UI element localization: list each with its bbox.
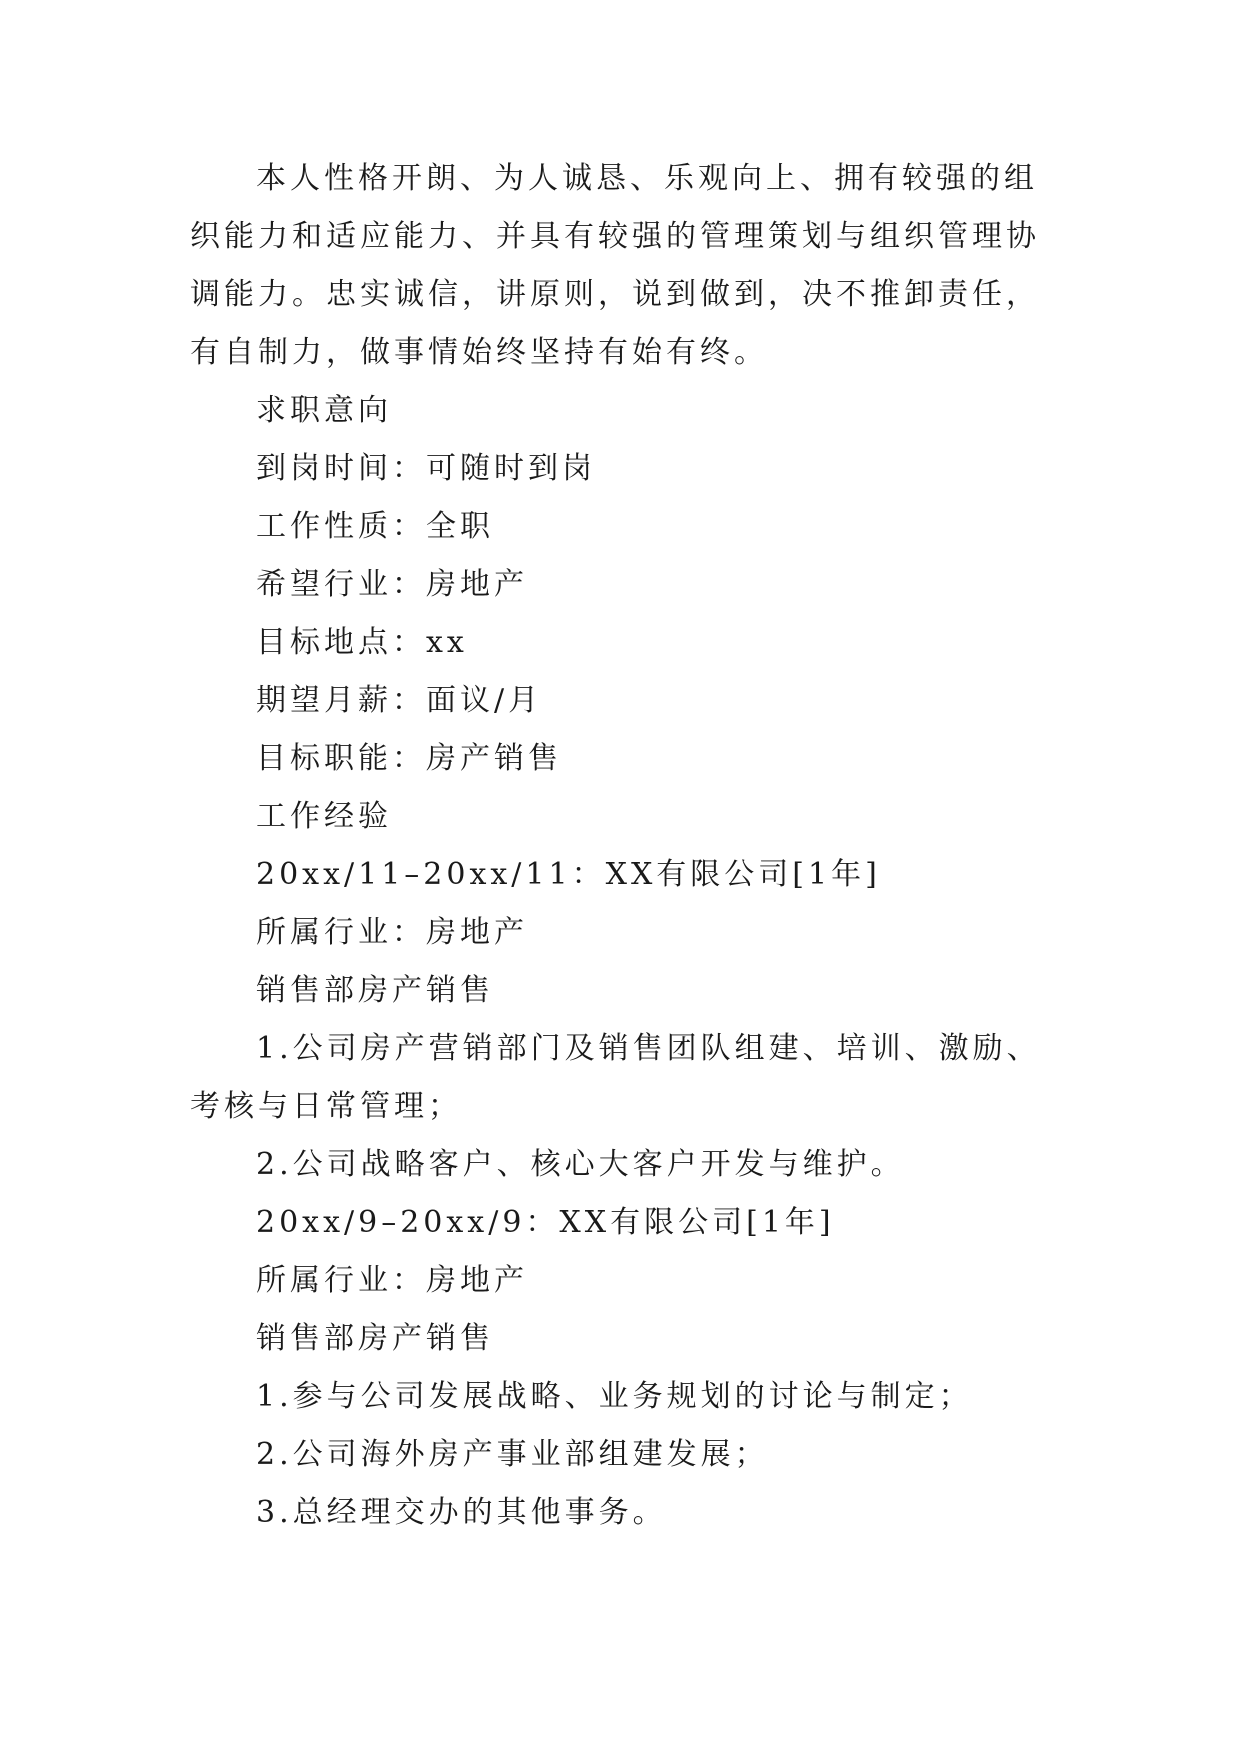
- job-2-period: 20xx/9–20xx/9：XX有限公司[1年]: [256, 1205, 835, 1240]
- job-2-duty-2: 2.公司海外房产事业部组建发展；: [256, 1437, 769, 1472]
- job-type-line: 工作性质：全职: [256, 509, 494, 544]
- job-1-duty-1: 1.公司房产营销部门及销售团队组建、培训、激励、考核与日常管理；: [190, 1031, 1041, 1124]
- job-2-duty-3: 3.总经理交办的其他事务。: [256, 1495, 667, 1530]
- target-location-line: 目标地点：xx: [256, 625, 468, 660]
- job-1-duty-2: 2.公司战略客户、核心大客户开发与维护。: [256, 1147, 905, 1182]
- job-2-duty-1: 1.参与公司发展战略、业务规划的讨论与制定；: [256, 1379, 973, 1414]
- job-1-period: 20xx/11–20xx/11：XX有限公司[1年]: [256, 857, 881, 892]
- target-function-line: 目标职能：房产销售: [256, 741, 562, 776]
- job-2-position: 销售部房产销售: [256, 1321, 494, 1356]
- job-2-industry: 所属行业：房地产: [256, 1263, 528, 1298]
- job-1-industry: 所属行业：房地产: [256, 915, 528, 950]
- expected-salary-line: 期望月薪：面议/月: [256, 683, 543, 718]
- section-heading-work-experience: 工作经验: [256, 799, 392, 834]
- industry-line: 希望行业：房地产: [256, 567, 528, 602]
- section-heading-job-intention: 求职意向: [256, 393, 392, 428]
- self-evaluation-paragraph: 本人性格开朗、为人诚恳、乐观向上、拥有较强的组织能力和适应能力、并具有较强的管理策划与组织管理协调能力。忠实诚信，讲原则，说到做到，决不推卸责任，有自制力，做事情始终坚持有始有终。: [190, 161, 1040, 370]
- document-body: [190, 150, 1055, 1542]
- arrival-time-line: 到岗时间：可随时到岗: [256, 451, 596, 486]
- job-1-position: 销售部房产销售: [256, 973, 494, 1008]
